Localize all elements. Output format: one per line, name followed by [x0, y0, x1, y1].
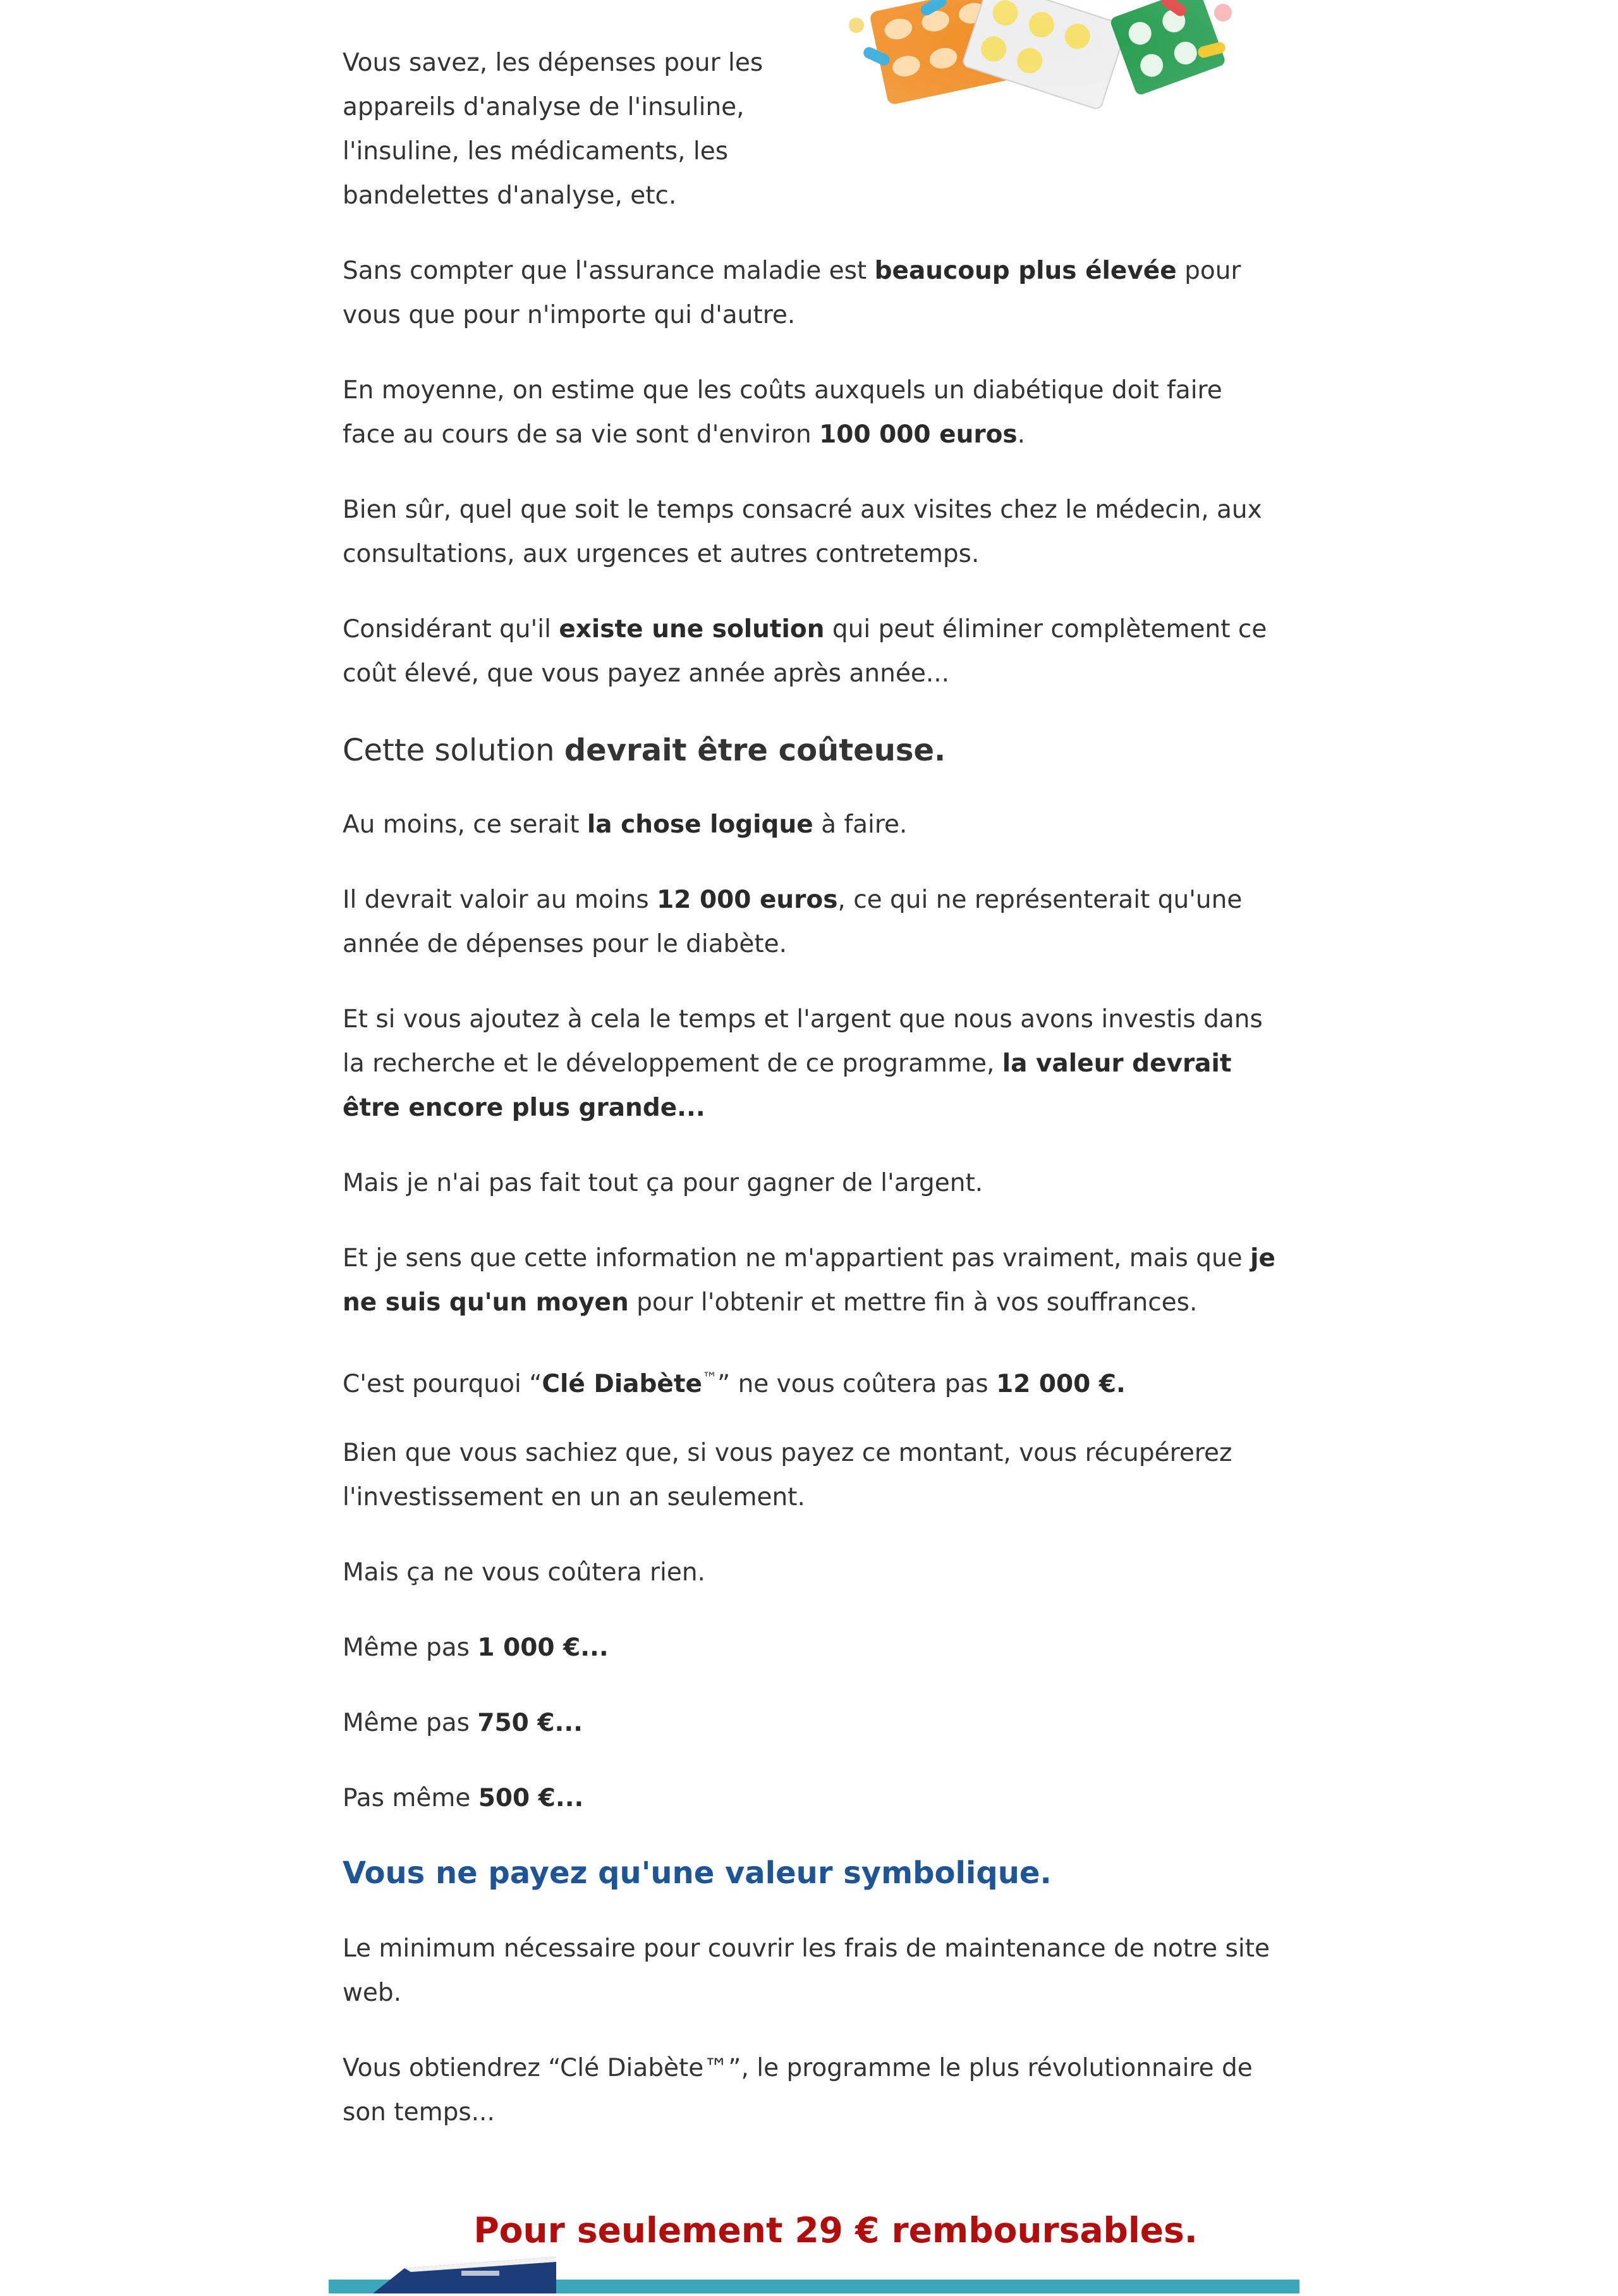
paragraph-worth-line2: année de dépenses pour le diabète.: [343, 930, 788, 958]
paragraph-expenses-line1: Vous savez, les dépenses pour les: [343, 49, 763, 77]
paragraph-revolutionary-program: Vous obtiendrez “Clé Diabète™”, le programme le plus révolutionnaire de: [343, 2054, 1253, 2082]
product-book-image: [367, 2250, 563, 2293]
paragraph-worth: Il devrait valoir au moins 12 000 euros, ce qui ne représenterait qu'une: [343, 886, 1243, 914]
paragraph-solution-exists: Considérant qu'il existe une solution qui peut éliminer complètement ce: [343, 615, 1267, 644]
paragraph-logical: Au moins, ce serait la chose logique à faire.: [343, 810, 908, 839]
pills-illustration: [844, 0, 1248, 142]
book-cover-corner: [367, 2250, 563, 2293]
paragraph-insurance: Sans compter que l'assurance maladie est beaucoup plus élevée pour: [343, 257, 1241, 285]
paragraph-not-for-money: Mais je n'ai pas fait tout ça pour gagner de l'argent.: [343, 1169, 983, 1197]
heading-symbolic-value: Vous ne payez qu'une valeur symbolique.: [343, 1855, 1052, 1891]
paragraph-minimum-costs-line2: web.: [343, 1979, 402, 2007]
paragraph-investment: Et si vous ajoutez à cela le temps et l'argent que nous avons investis dans: [343, 1005, 1263, 1034]
heading-should-be-expensive: Cette solution devrait être coûteuse.: [343, 733, 946, 768]
paragraph-average-cost: En moyenne, on estime que les coûts auxquels un diabétique doit faire: [343, 376, 1222, 405]
paragraph-investment-line2: la recherche et le développement de ce programme, la valeur devrait: [343, 1049, 1232, 1078]
paragraph-solution-exists-line2: coût élevé, que vous payez année après année...: [343, 659, 950, 688]
paragraph-minimum-costs: Le minimum nécessaire pour couvrir les frais de maintenance de notre site: [343, 1934, 1270, 1963]
paragraph-not-500: Pas même 500 €...: [343, 1784, 584, 1812]
paragraph-information-line2: ne suis qu'un moyen pour l'obtenir et mettre fin à vos souffrances.: [343, 1288, 1198, 1317]
paragraph-costs-nothing: Mais ça ne vous coûtera rien.: [343, 1558, 705, 1587]
paragraph-expenses-line3: l'insuline, les médicaments, les: [343, 137, 729, 166]
paragraph-information: Et je sens que cette information ne m'appartient pas vraiment, mais que je: [343, 1244, 1275, 1273]
paragraph-revolutionary-program-line2: son temps...: [343, 2098, 495, 2127]
paragraph-time-spent: Bien sûr, quel que soit le temps consacré aux visites chez le médecin, aux: [343, 496, 1262, 524]
paragraph-time-spent-line2: consultations, aux urgences et autres contretemps.: [343, 540, 980, 568]
paragraph-investment-line3: être encore plus grande...: [343, 1094, 705, 1122]
paragraph-expenses-line2: appareils d'analyse de l'insuline,: [343, 93, 745, 121]
heading-price-offer: Pour seulement 29 € remboursables.: [473, 2210, 1198, 2250]
paragraph-recover-investment-line2: l'investissement en un an seulement.: [343, 1483, 805, 1511]
paragraph-recover-investment: Bien que vous sachiez que, si vous payez ce montant, vous récupérerez: [343, 1439, 1232, 1467]
paragraph-not-1000: Même pas 1 000 €...: [343, 1633, 609, 1662]
paragraph-not-750: Même pas 750 €...: [343, 1709, 583, 1737]
paragraph-insurance-line2: vous que pour n'importe qui d'autre.: [343, 301, 796, 329]
paragraph-price-statement: C'est pourquoi “Clé Diabète™” ne vous coûtera pas 12 000 €.: [343, 1369, 1126, 1398]
paragraph-average-cost-line2: face au cours de sa vie sont d'environ 100 000 euros.: [343, 420, 1026, 449]
paragraph-expenses-line4: bandelettes d'analyse, etc.: [343, 181, 677, 210]
medications-image: [844, 0, 1248, 142]
